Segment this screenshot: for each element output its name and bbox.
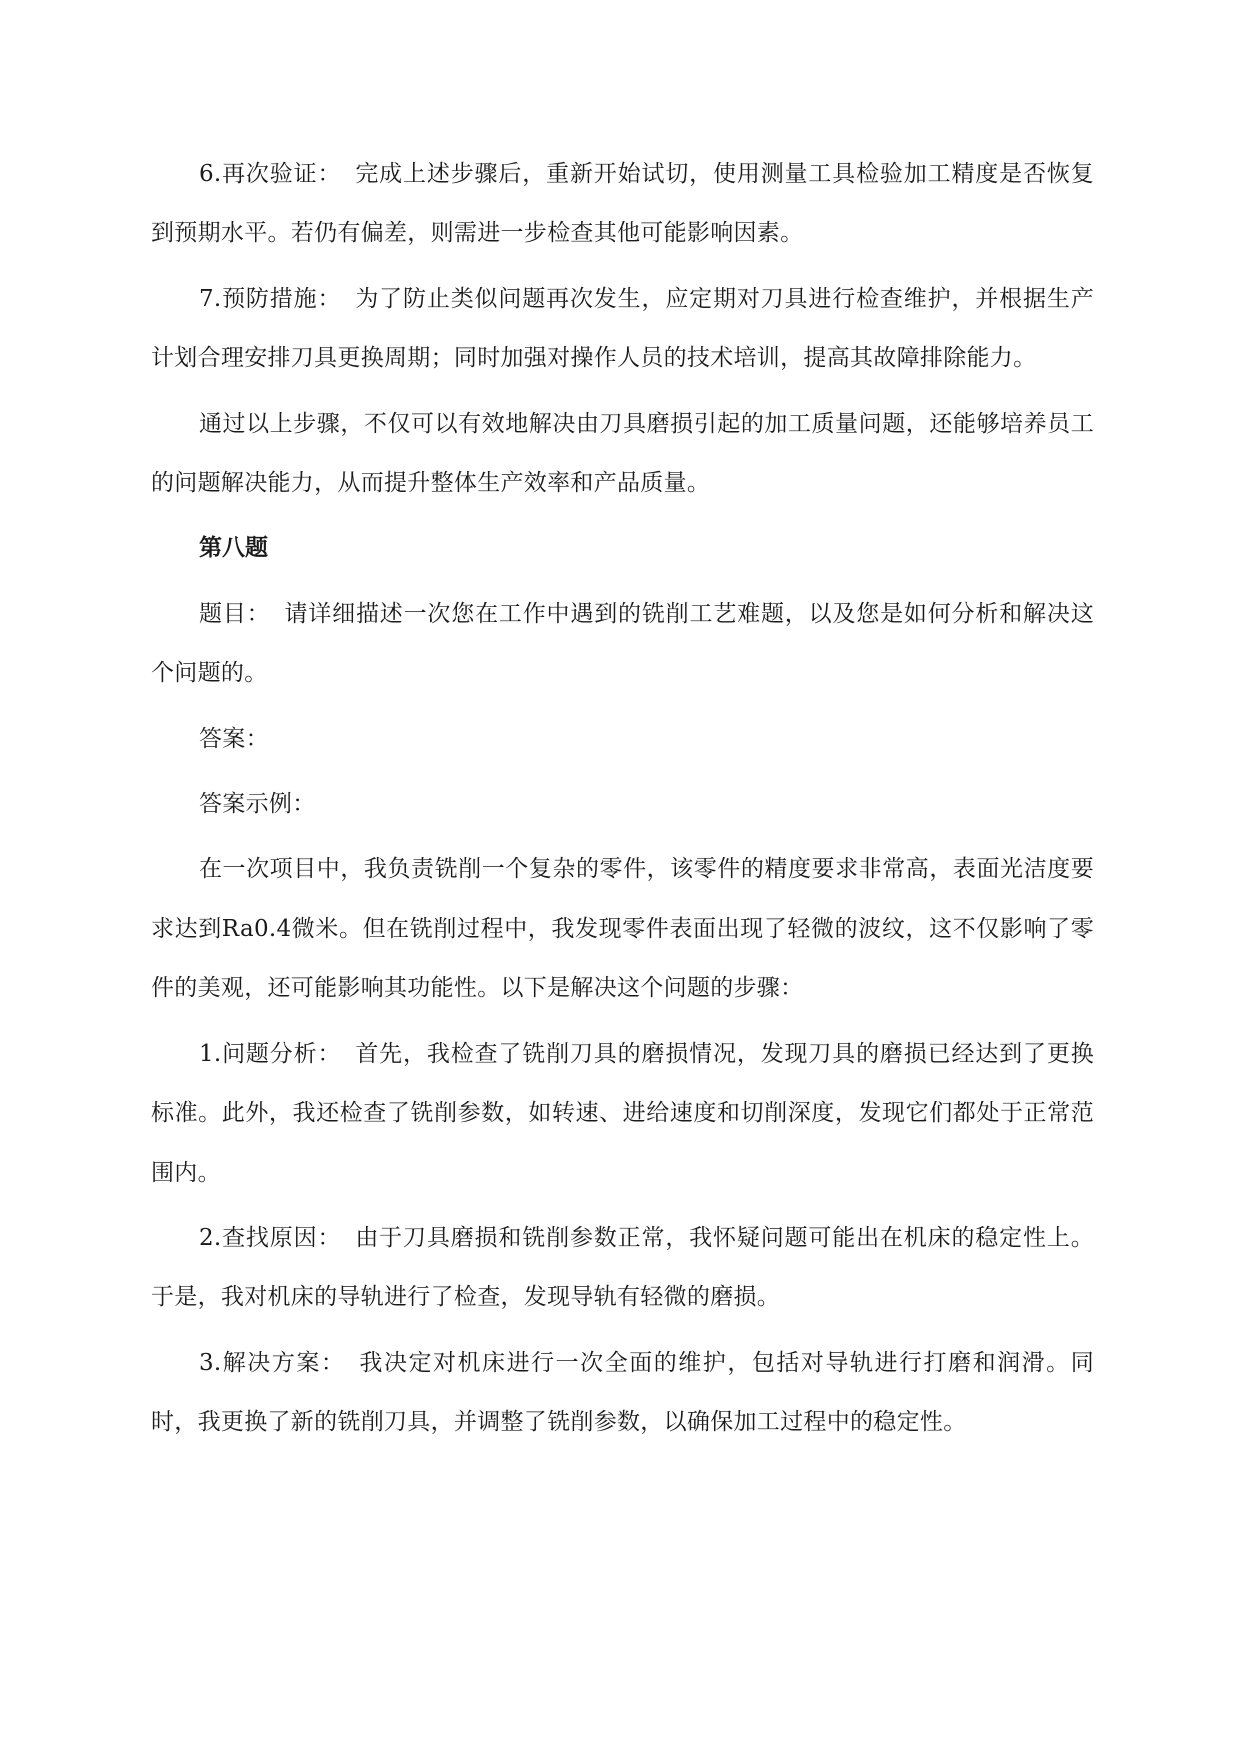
summary-paragraph: 通过以上步骤，不仅可以有效地解决由刀具磨损引起的加工质量问题，还能够培养员工的问题解决能力，从而提升整体生产效率和产品质量。 <box>151 410 1094 497</box>
step-3-paragraph <box>151 1334 1094 1453</box>
step-3-label: 3.解决方案： <box>199 1349 346 1376</box>
step-6-label: 6.再次验证： <box>199 161 342 187</box>
step-1-label: 1.问题分析： <box>199 1040 342 1067</box>
question-label: 题目： <box>199 600 271 627</box>
step-7-text: 为了防止类似问题再次发生，应定期对刀具进行检查维护，并根据生产计划合理安排刀具更换周期；同时加强对操作人员的技术培训，提高其故障排除能力。 <box>151 285 1094 372</box>
step-2-label: 2.查找原因： <box>199 1224 342 1251</box>
question-text: 请详细描述一次您在工作中遇到的铣削工艺难题，以及您是如何分析和解决这个问题的。 <box>151 600 1095 687</box>
step-2-paragraph <box>151 1209 1094 1328</box>
step-7-label: 7.预防措施： <box>199 285 342 312</box>
step-6-paragraph <box>151 145 1094 264</box>
answer-example-label: 答案示例： <box>199 791 316 818</box>
answer-label: 答案： <box>199 725 269 752</box>
step-7-paragraph <box>151 270 1094 389</box>
step-6-text: 完成上述步骤后，重新开始试切，使用测量工具检验加工精度是否恢复到预期水平。若仍有偏差，则需进一步检查其他可能影响因素。 <box>151 161 1094 247</box>
intro-paragraph: 在一次项目中，我负责铣削一个复杂的零件，该零件的精度要求非常高，表面光洁度要求达到Ra0.4微米。但在铣削过程中，我发现零件表面出现了轻微的波纹，这不仅影响了零件的美观，还可能影响其功能性。以下是解决这个问题的步骤： <box>151 856 1094 1002</box>
question-heading: 第八题 <box>199 535 268 562</box>
step-1-text: 首先，我检查了铣削刀具的磨损情况，发现刀具的磨损已经达到了更换标准。此外，我还检查了铣削参数，如转速、进给速度和切削深度，发现它们都处于正常范围内。 <box>151 1040 1094 1186</box>
question-paragraph <box>151 585 1094 704</box>
step-3-text: 我决定对机床进行一次全面的维护，包括对导轨进行打磨和润滑。同时，我更换了新的铣削刀具，并调整了铣削参数，以确保加工过程中的稳定性。 <box>151 1349 1095 1436</box>
step-2-text: 由于刀具磨损和铣削参数正常，我怀疑问题可能出在机床的稳定性上。于是，我对机床的导轨进行了检查，发现导轨有轻微的磨损。 <box>151 1224 1094 1311</box>
step-1-paragraph <box>151 1025 1094 1203</box>
document-body <box>151 145 1094 1459</box>
